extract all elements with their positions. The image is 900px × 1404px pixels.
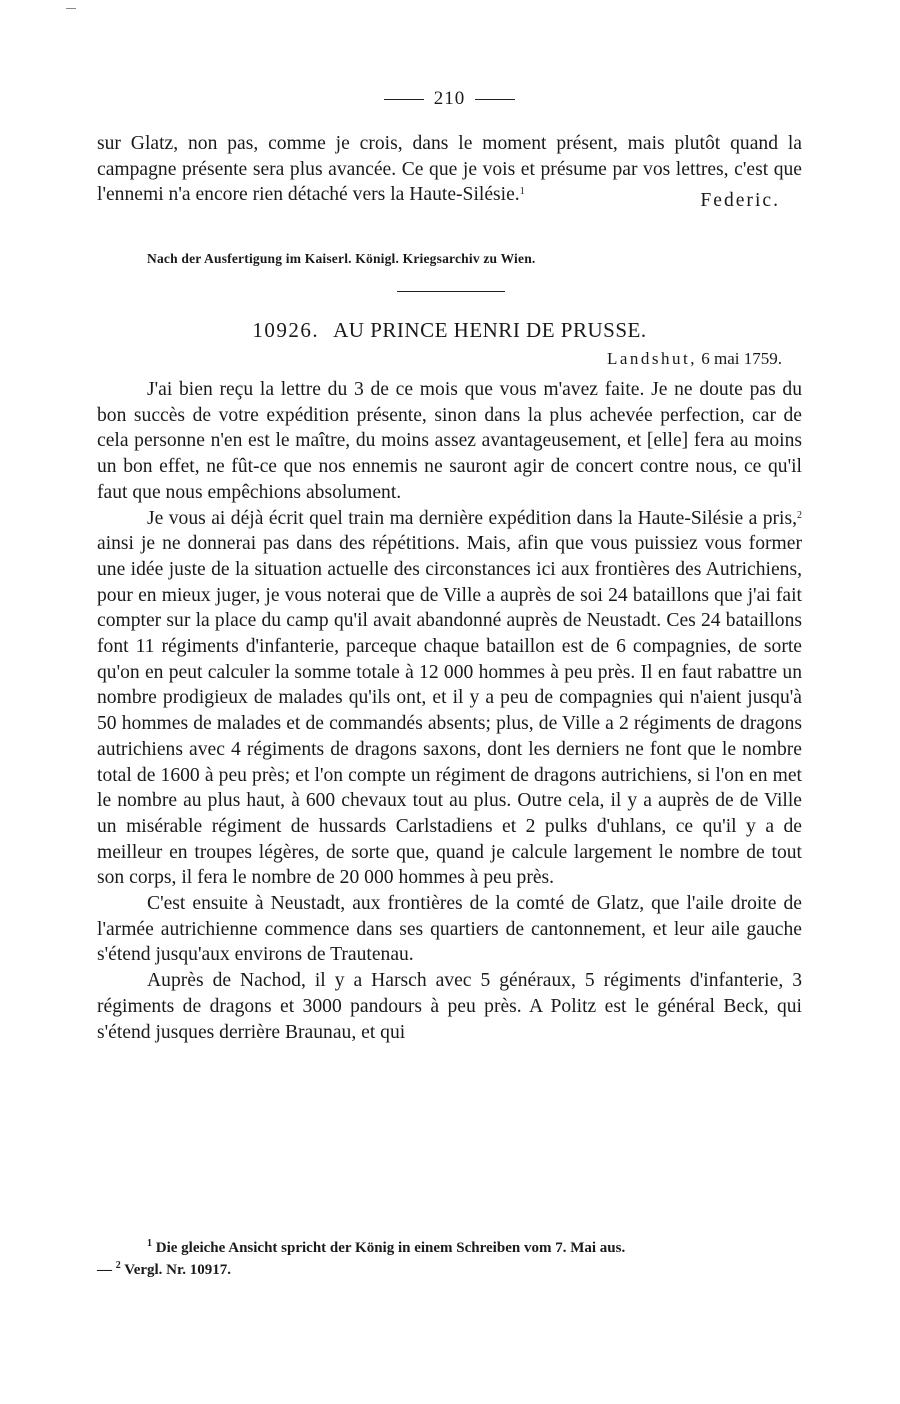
page-number-dash-left: [384, 99, 424, 100]
letter-place: Landshut,: [606, 349, 697, 368]
page-number-dash-right: [475, 99, 515, 100]
footnote-1: [97, 1237, 802, 1259]
footnote-ref-1: 1: [519, 186, 525, 198]
footnote-2: [97, 1259, 802, 1281]
paragraph-2: [97, 506, 802, 892]
footnote-1-marker: 1: [147, 1238, 152, 1249]
previous-letter-ending: [97, 131, 802, 214]
source-note: Nach der Ausfertigung im Kaiserl. Königl. Kriegsarchiv zu Wien.: [147, 251, 536, 266]
footnotes: [97, 1237, 802, 1281]
paragraph-2-part-a: Je vous ai déjà écrit quel train ma dernière expédition dans la Haute-Silésie a pris,: [147, 507, 797, 529]
footnote-2-marker: 2: [115, 1260, 121, 1271]
letter-date: 6 mai 1759.: [701, 349, 782, 368]
paragraph-1: J'ai bien reçu la lettre du 3 de ce mois que vous m'avez faite. Je ne doute pas du bon succès de votre expédition présente, sinon dans la plus achevée perfection, car de cela personne n'en est le maître, du moins assez avantageusement, et [elle] fera au moins un bon effet, ne fût-ce que nos ennemis ne sauront agir de concert contre nous, ce qu'il faut que nous empêchions absolument.: [97, 379, 802, 503]
footnote-2-lead: —: [97, 1262, 112, 1278]
letter-title: AU PRINCE HENRI DE PRUSSE.: [333, 318, 647, 342]
footnote-1-text: Die gleiche Ansicht spricht der König in einem Schreiben vom 7. Mai aus.: [155, 1240, 626, 1256]
letter-body: [97, 377, 802, 1045]
intro-text: sur Glatz, non pas, comme je crois, dans le moment présent, mais plutôt quand la campagne présente sera plus avancée. Ce que je vois et présume par vos lettres, c'est que l'ennemi n'a encore rien détaché vers la Haute-Silésie.: [97, 133, 802, 206]
paragraph-3: C'est ensuite à Neustadt, aux frontières de la comté de Glatz, que l'aile droite de l'armée autrichienne commence dans ses quartiers de cantonnement, et leur aile gauche s'étend jusqu'aux environs de Trautenau.: [97, 893, 802, 966]
letter-number: 10926.: [252, 318, 320, 342]
margin-mark: [66, 8, 76, 9]
signature: Federic.: [700, 190, 780, 212]
page-number-text: 210: [433, 88, 466, 109]
letter-heading: [97, 318, 802, 343]
footnote-2-text: Vergl. Nr. 10917.: [124, 1262, 232, 1278]
footnote-ref-2: 2: [797, 509, 802, 521]
paragraph-2-part-b: ainsi je ne donnerai pas dans des répétitions. Mais, afin que vous puissiez vous former une idée juste de la situation actuelle des circonstances ici aux frontières des Autrichiens, pour en mieux juger, je vous noterai que de Ville a auprès de soi 24 bataillons que j'ai fait compter sur la place du camp qu'il avait abandonné auprès de Neustadt. Ces 24 bataillons font 11 régiments d'infanterie, parceque chaque bataillon est de 6 compagnies, de sorte qu'on en peut calculer la somme totale à 12 000 hommes à peu près. Il en faut rabattre un nombre prodigieux de malades qu'ils ont, et il y a peu de compagnies qui n'aient jusqu'à 50 hommes de malades et de commandés absents; plus, de Ville a 2 régiments de dragons autrichiens avec 4 régiments de dragons saxons, dont les derniers ne font que le nombre total de 1600 à peu près; et l'on compte un régiment de dragons autrichiens, si l'on en met le nombre au plus haut, à 600 chevaux tout au plus. Outre cela, il y a auprès de de Ville un misérable régiment de hussards Carlstadiens et 2 pulks d'uhlans, ce qu'il y a de meilleur en troupes légères, de sorte que, quand je calcule largement le nombre de tout son corps, il fera le nombre de 20 000 hommes à peu près.: [97, 533, 802, 889]
letter-place-date: [607, 349, 782, 369]
section-divider: [397, 291, 505, 292]
page-number: [97, 88, 802, 110]
paragraph-4: Auprès de Nachod, il y a Harsch avec 5 généraux, 5 régiments d'infanterie, 3 régiments de dragons et 3000 pandours à peu près. A Politz est le général Beck, qui s'étend jusques derrière Braunau, et qui: [97, 970, 802, 1043]
